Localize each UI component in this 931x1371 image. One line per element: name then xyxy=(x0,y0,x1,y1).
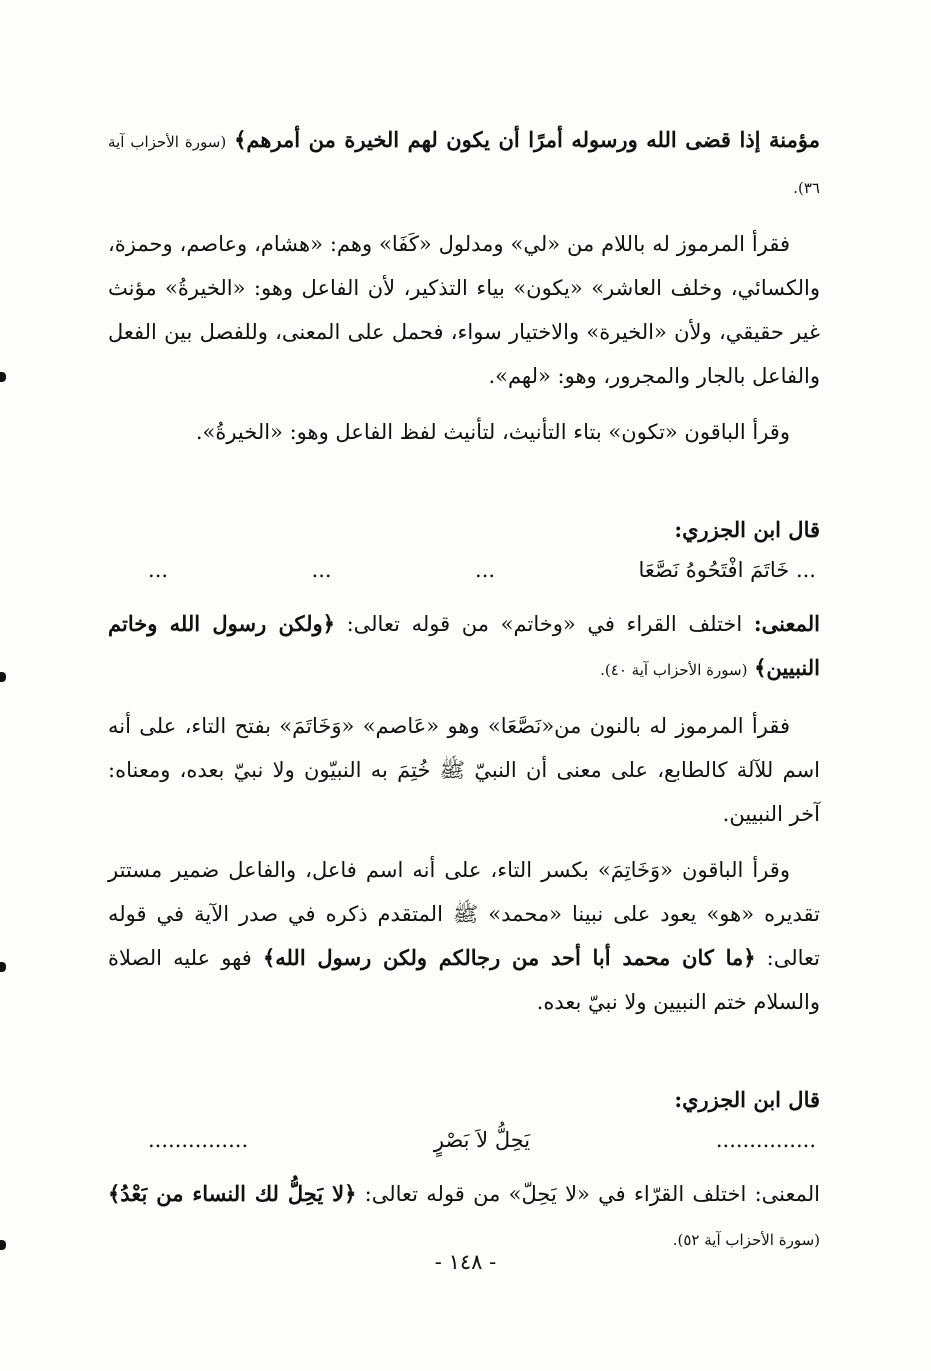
poem-verse-line xyxy=(108,550,820,590)
meaning-label: المعنى: xyxy=(753,611,820,636)
paragraph-reading-with-ya: فقرأ المرموز له باللام من «لي» ومدلول «كَفَا» وهم: «هشام، وعاصم، وحمزة، والكسائي، وخلف العاشر» «يكون» بياء التذكير، لأن الفاعل وهو: «الخيرةُ» مؤنث غير حقيقي، ولأن «الخيرة» والاختيار سواء، فحمل على المعنى، وللفصل بين الفعل والفاعل بالجار والمجرور، وهو: «لهم». xyxy=(108,232,820,388)
paragraph-reading-khatam-fath: فقرأ المرموز له بالنون من«نَصَّعَا» وهو «عَاصم» «وَخَاتَمَ» بفتح التاء، على أنه اسم للآلة كالطابع، على معنى أن النبيّ ﷺ خُتِمَ به النبيّون ولا نبيّ بعده، ومعناه: آخر النبيين. xyxy=(108,714,820,826)
surah-reference: (سورة الأحزاب آية ٣٦). xyxy=(108,133,820,197)
paragraph-meaning-khatam xyxy=(108,602,820,692)
quran-verse-text: ﴿لا يَحِلُّ لك النساء من بَعْدُ﴾ xyxy=(108,1181,357,1206)
meaning-label: المعنى: xyxy=(754,1182,820,1206)
verse-segment: ... xyxy=(475,558,496,582)
quran-verse-text: ﴿ولكن رسول الله وخاتم النبيين﴾ xyxy=(108,611,820,680)
verse-segment: ... xyxy=(311,558,332,582)
surah-reference: (سورة الأحزاب آية ٥٢). xyxy=(672,1231,820,1249)
paragraph-text: فهو عليه الصلاة والسلام ختم النبيين ولا نبيّ بعده. xyxy=(108,946,820,1014)
verse-heading-ibn-al-jazari: قال ابن الجزري: xyxy=(674,517,820,542)
surah-reference: (سورة الأحزاب آية ٤٠). xyxy=(600,661,748,679)
page-body xyxy=(108,118,820,1262)
verse-segment: يَحِلُّ لاَ بَصْرٍ xyxy=(433,1128,531,1152)
page-number: - ١٤٨ - xyxy=(434,1250,497,1274)
poem-verse-line xyxy=(108,1120,820,1160)
meaning-text: اختلف القراء في «وخاتم» من قوله تعالى: xyxy=(346,612,743,636)
quran-verse-text: ﴿ما كان محمد أبا أحد من رجالكم ولكن رسول الله﴾ xyxy=(262,945,756,970)
scan-edge-mark xyxy=(0,962,6,972)
verse-heading-ibn-al-jazari: قال ابن الجزري: xyxy=(674,1087,820,1112)
verse-segment: ... خَاتَمَ افْتَحُوهُ نَصَّعَا xyxy=(638,558,816,582)
verse-segment: ............... xyxy=(148,1128,249,1152)
paragraph-verse-continuation xyxy=(108,118,820,210)
verse-segment: ... xyxy=(148,558,169,582)
paragraph-reading-khatim-kasr xyxy=(108,848,820,1024)
scan-edge-mark xyxy=(0,372,6,382)
meaning-text: اختلف القرّاء في «لا يَحِلّ» من قوله تعالى: xyxy=(364,1182,747,1206)
paragraph-reading-with-ta: وقرأ الباقون «تكون» بتاء التأنيث، لتأنيث لفظ الفاعل وهو: «الخيرةُ». xyxy=(195,420,790,444)
scan-edge-mark xyxy=(0,1240,6,1250)
verse-segment: ............... xyxy=(715,1128,816,1152)
scan-edge-mark xyxy=(0,672,6,682)
paragraph-meaning-yahill xyxy=(108,1172,820,1262)
paragraph-text: وقرأ الباقون «وَخَاتِمَ» بكسر التاء، على أنه اسم فاعل، والفاعل ضمير مستتر تقديره «هو» يعود على نبينا «محمد» ﷺ المتقدم ذكره في صدر الآية في قوله تعالى: xyxy=(108,858,820,970)
quran-verse-text: مؤمنة إذا قضى الله ورسوله أمرًا أن يكون لهم الخيرة من أمرهم﴾ xyxy=(234,127,820,152)
